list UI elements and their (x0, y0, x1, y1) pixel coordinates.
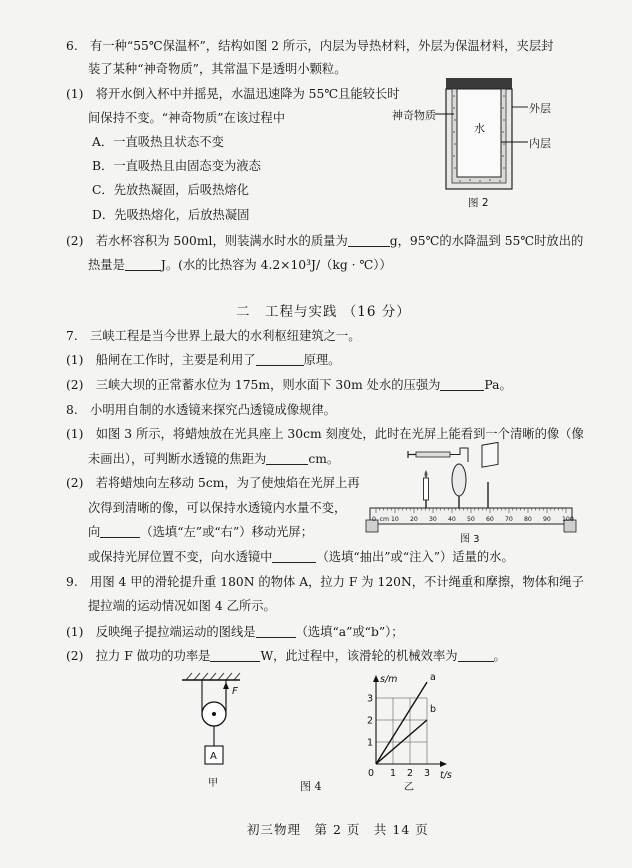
q8-stem: 8. 小明用自制的水透镜来探究凸透镜成像规律。 (66, 403, 336, 417)
q9-efficiency-blank (458, 649, 494, 662)
figure-4-pulley (176, 670, 260, 796)
q7-part2 (66, 377, 512, 393)
bench-tick-label: 90 (543, 516, 551, 523)
water-lens (452, 464, 466, 496)
bench-tick-label: 40 (448, 516, 456, 523)
graph-line-a (376, 682, 427, 764)
q7-part2-text-b: Pa。 (484, 378, 512, 392)
q6-mass-blank (348, 234, 390, 247)
fig4-caption: 图 4 (300, 780, 322, 793)
x-axis-arrow-icon (440, 761, 447, 767)
object-a-label: A (210, 751, 217, 762)
q6-part2-text-d: J。(水的比热容为 4.2×10³J/（kg · ℃）） (160, 258, 392, 272)
force-label: F (232, 686, 238, 697)
q7-part1-text-b: 原理。 (303, 353, 341, 367)
graph-line-b-label: b (430, 704, 437, 715)
q6-part2-line2 (88, 257, 392, 273)
q6-part2-text-a: (2) 若水杯容积为 500ml，则装满水时水的质量为 (66, 234, 348, 248)
q6-part2-line1 (66, 233, 583, 249)
y-tick-label: 1 (367, 737, 374, 749)
q8-part1-line2 (88, 451, 339, 467)
fig2-caption: 图 2 (468, 197, 489, 209)
q8-part2-line3 (88, 524, 313, 540)
fig2-outer-label: 外层 (529, 102, 551, 115)
bench-tick-label: 70 (505, 516, 513, 523)
candle-icon (424, 478, 429, 500)
q6-option-d: D．先吸热熔化，后放热凝固 (92, 208, 250, 222)
ceiling-hatching (186, 673, 240, 680)
fig2-substance-label: 神奇物质 (392, 109, 436, 122)
fig2-water-label: 水 (474, 122, 485, 135)
q7-stem: 7. 三峡工程是当今世界上最大的水利枢纽建筑之一。 (66, 329, 361, 343)
q8-part2-line4 (88, 549, 514, 565)
q6-part2-text-b: g，95℃的水降温到 55℃时放出的 (389, 234, 584, 248)
x-tick-label: 3 (424, 768, 431, 779)
fig2-inner-label: 内层 (529, 137, 551, 150)
q8-direction-blank (100, 525, 140, 538)
page-footer: 初三物理 第 2 页 共 14 页 (247, 822, 429, 837)
q8-part2-text-b: （选填“左”或“右”）移动光屏； (140, 525, 314, 539)
q6-stem-line1: 6. 有一种“55℃保温杯”，结构如图 2 所示，内层为导热材料，外层为保温材料，夹层封 (66, 39, 554, 53)
x-axis-label: t/s (440, 770, 452, 781)
q8-part1-line1: (1) 如图 3 所示，将蜡烛放在光具座上 30cm 刻度处，此时在光屏上能看到一个清晰的像（像 (66, 427, 584, 441)
q8-part2-line1: (2) 若将蜡烛向左移动 5cm，为了使烛焰在光屏上再 (66, 476, 360, 490)
q9-stem-line2: 提拉端的运动情况如图 4 乙所示。 (88, 599, 276, 613)
bench-tick-label: cm (379, 516, 390, 523)
q8-part2-text-d: （选填“抽出”或“注入”）适量的水。 (316, 550, 514, 564)
bench-tick-label: 60 (486, 516, 494, 523)
figure-3-optical-bench (364, 442, 578, 544)
q9-stem-line1: 9. 用图 4 甲的滑轮提升重 180N 的物体 A，拉力 F 为 120N，不计绳重和摩擦，物体和绳子 (66, 575, 584, 589)
y-axis-label: s/m (380, 674, 398, 685)
bench-tick-label: 30 (429, 516, 437, 523)
q7-part1 (66, 352, 340, 368)
q8-focal-blank (266, 452, 308, 465)
section-2-title: 二 工程与实践 （16 分） (236, 304, 411, 320)
q6-part2-text-c: 热量是 (88, 258, 125, 272)
q9-part1-text-b: （选填“a”或“b”）； (295, 625, 404, 639)
q8-part1-text-b: cm。 (308, 452, 340, 466)
q8-part2-text-a: 向 (88, 525, 101, 539)
bench-tick-label: 100 (562, 516, 574, 523)
q6-option-c: C．先放热凝固，后吸热熔化 (92, 183, 249, 197)
bench-tick-label: 20 (410, 516, 418, 523)
fig3-caption: 图 3 (460, 534, 480, 544)
y-tick-label: 3 (367, 693, 374, 705)
q7-pressure-blank (440, 378, 484, 391)
q9-part2 (66, 648, 506, 664)
bench-tick-label: 80 (524, 516, 532, 523)
y-axis-arrow-icon (373, 675, 379, 682)
syringe-tube (450, 448, 468, 462)
y-tick-label: 2 (367, 715, 374, 727)
q7-part1-text-a: (1) 船闸在工作时，主要是利用了 (66, 353, 256, 367)
q9-part2-text-a: (2) 拉力 F 做功的功率是 (66, 649, 211, 663)
q6-stem-line2: 装了某种“神奇物质”，其常温下是透明小颗粒。 (88, 62, 347, 76)
q7-principle-blank (256, 353, 304, 366)
q9-part2-text-b: W，此过程中，该滑轮的机械效率为 (260, 649, 458, 663)
cup-lid (446, 78, 512, 89)
q9-power-blank (210, 649, 260, 662)
fig4-yi-label: 乙 (404, 782, 414, 793)
figure-2-thermos-cup (388, 74, 548, 214)
graph-grid (376, 698, 427, 764)
bench-tick-label: 50 (467, 516, 475, 523)
q9-part1 (66, 624, 404, 640)
bench-tick-label: 10 (391, 516, 399, 523)
q8-part1-text-a: 未画出），可判断水透镜的焦距为 (88, 452, 267, 466)
light-screen (482, 442, 498, 467)
x-tick-label: 0 (368, 768, 375, 779)
q9-line-blank (256, 625, 296, 638)
q8-water-blank (272, 550, 316, 563)
bench-tick-label: 0 (372, 516, 376, 523)
x-tick-label: 1 (390, 768, 397, 779)
q8-part2-line2: 次得到清晰的像，可以保持水透镜内水量不变， (88, 501, 347, 515)
graph-line-a-label: a (430, 672, 436, 684)
q6-part1-line2: 间保持不变。“神奇物质”在该过程中 (88, 111, 286, 125)
q6-heat-blank (125, 258, 161, 271)
q6-part1-line1: (1) 将开水倒入杯中并摇晃，水温迅速降为 55℃且能较长时 (66, 87, 400, 101)
q6-option-b: B．一直吸热且由固态变为液态 (92, 159, 261, 173)
fig4-jia-label: 甲 (208, 778, 218, 789)
q9-part1-text-a: (1) 反映绳子提拉端运动的图线是 (66, 625, 256, 639)
x-tick-label: 2 (407, 768, 414, 779)
q9-part2-text-c: 。 (493, 649, 506, 663)
q8-part2-text-c: 或保持光屏位置不变，向水透镜中 (88, 550, 273, 564)
q7-part2-text-a: (2) 三峡大坝的正常蓄水位为 175m，则水面下 30m 处水的压强为 (66, 378, 441, 392)
figure-4-st-graph (352, 670, 456, 796)
force-arrow-icon (223, 682, 229, 689)
q6-option-a: A．一直吸热且状态不变 (92, 135, 224, 149)
syringe-icon (416, 452, 450, 457)
candle-flame-icon (425, 470, 428, 478)
